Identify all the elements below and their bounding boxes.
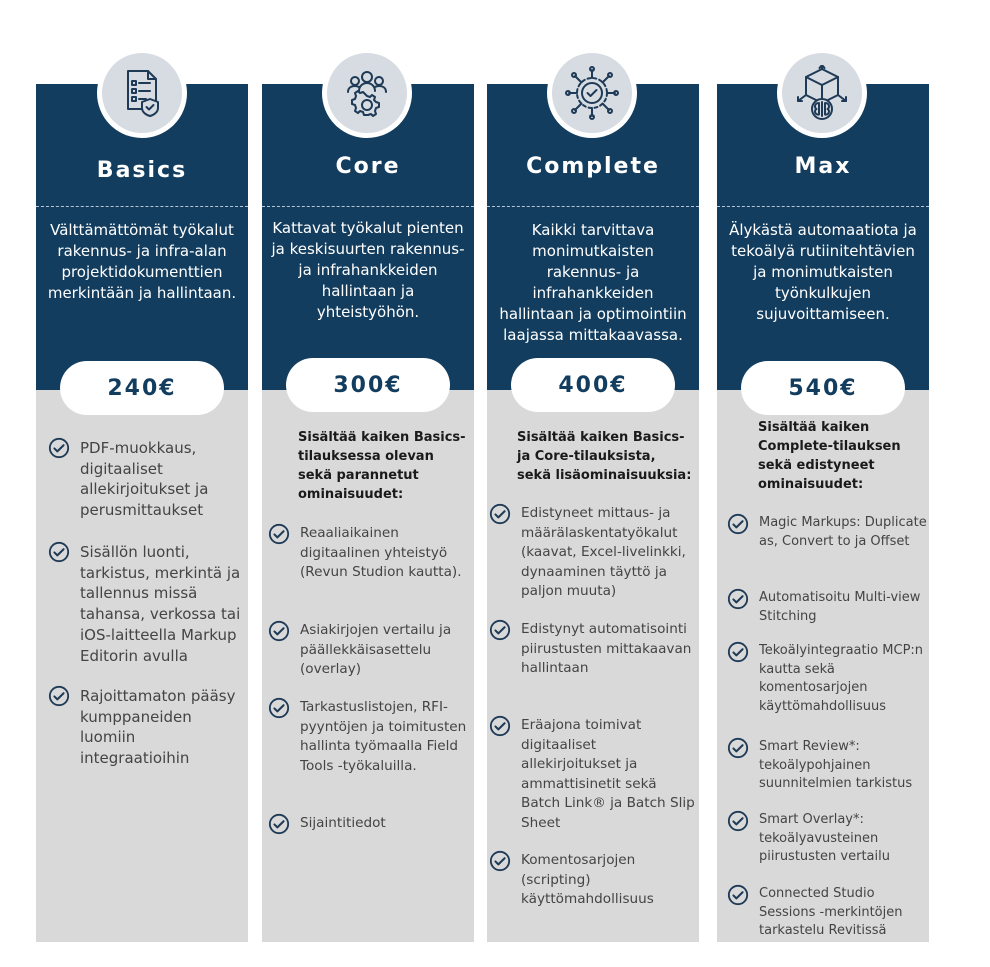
feature-item (727, 738, 929, 794)
feature-item (727, 642, 929, 716)
plan-card-basics (36, 84, 248, 942)
check-circle-icon (727, 737, 749, 759)
feature-text: Komentosarjojen (scripting) käyttömahdollisuus (521, 852, 654, 908)
divider (487, 206, 699, 207)
feature-text: Magic Markups: Duplicate as, Convert to ja Offset (759, 515, 927, 549)
plan-intro: Sisältää kaiken Basics- ja Core-tilauksista, sekä lisäominaisuuksia: (517, 430, 692, 483)
feature-item (727, 514, 929, 551)
plan-description: Kaikki tarvittava monimutkaisten rakennus- ja infrahankkeiden hallintaan ja optimointiin laajassa mittakaavassa. (499, 221, 687, 344)
check-circle-icon (48, 685, 70, 707)
ai-cube-icon (777, 48, 867, 138)
plan-title: Max (794, 154, 852, 179)
check-circle-icon (489, 619, 511, 641)
feature-text: Connected Studio Sessions -merkintöjen tarkastelu Revitissä (759, 886, 903, 939)
feature-text: Edistyneet mittaus- ja määrälaskentatyökalut (kaavat, Excel-livelinkki, dynaaminen täyttö ja paljon muuta) (521, 505, 686, 600)
check-circle-icon (727, 884, 749, 906)
feature-text: Asiakirjojen vertailu ja päällekkäisasettelu (overlay) (300, 622, 452, 678)
feature-text: Sijaintitiedot (300, 815, 386, 831)
plan-description: Älykästä automaatiota ja tekoälyä rutiinitehtävien ja monimutkaisten työnkulkujen sujuvoittamiseen. (729, 221, 917, 323)
feature-text: Automatisoitu Multi-view Stitching (759, 590, 921, 624)
plan-card-max (717, 84, 929, 942)
plan-title: Basics (96, 158, 188, 183)
network-check-icon (547, 48, 637, 138)
feature-text: Edistynyt automatisointi piirustusten mittakaavan hallintaan (521, 621, 692, 677)
check-circle-icon (489, 715, 511, 737)
feature-item (268, 524, 470, 583)
check-circle-icon (268, 523, 290, 545)
feature-item (268, 621, 470, 680)
plan-title: Complete (526, 154, 660, 179)
feature-item (48, 542, 244, 666)
price-badge: 300€ (286, 358, 450, 412)
plan-intro: Sisältää kaiken Basics-tilauksessa olevan sekä parannetut ominaisuudet: (298, 430, 466, 502)
team-gear-icon (322, 48, 412, 138)
feature-item (489, 620, 697, 679)
feature-text: PDF-muokkaus, digitaaliset allekirjoitukset ja perusmittaukset (80, 439, 209, 520)
feature-item (268, 698, 470, 776)
feature-item (48, 438, 244, 521)
feature-text: Reaaliaikainen digitaalinen yhteistyö (Revun Studion kautta). (300, 525, 462, 581)
check-circle-icon (268, 813, 290, 835)
price-badge: 540€ (741, 361, 905, 415)
check-circle-icon (268, 620, 290, 642)
price-badge: 240€ (60, 361, 224, 415)
divider (36, 206, 248, 207)
plan-card-core (262, 84, 474, 942)
check-circle-icon (727, 810, 749, 832)
feature-item (727, 811, 929, 867)
check-circle-icon (727, 588, 749, 610)
feature-text: Rajoittamaton pääsy kumppaneiden luomiin integraatioihin (80, 687, 236, 768)
check-circle-icon (489, 850, 511, 872)
plan-intro: Sisältää kaiken Complete-tilauksen sekä edistyneet ominaisuudet: (758, 420, 901, 492)
check-circle-icon (48, 437, 70, 459)
check-circle-icon (268, 697, 290, 719)
plan-card-complete (487, 84, 699, 942)
feature-item (489, 851, 697, 910)
divider (717, 206, 929, 207)
feature-text: Tekoälyintegraatio MCP:n kautta sekä komentosarjojen käyttömahdollisuus (759, 643, 924, 714)
check-circle-icon (727, 513, 749, 535)
feature-item (727, 589, 929, 626)
feature-item (48, 686, 244, 769)
check-circle-icon (727, 641, 749, 663)
feature-text: Tarkastuslistojen, RFI-pyyntöjen ja toimitusten hallinta työmaalla Field Tools -työkaluilla. (300, 699, 467, 774)
feature-text: Eräajona toimivat digitaaliset allekirjoitukset ja ammattisinetit sekä Batch Link® ja Batch Slip Sheet (521, 717, 695, 831)
feature-text: Smart Review*: tekoälypohjainen suunnitelmien tarkistus (759, 739, 913, 792)
feature-text: Sisällön luonti, tarkistus, merkintä ja tallennus missä tahansa, verkossa tai iOS-laitteella Markup Editorin avulla (80, 543, 241, 665)
plan-title: Core (335, 154, 401, 179)
check-circle-icon (48, 541, 70, 563)
feature-item (489, 504, 697, 602)
feature-text: Smart Overlay*: tekoälyavusteinen piirustusten vertailu (759, 812, 890, 865)
check-circle-icon (489, 503, 511, 525)
plan-description: Kattavat työkalut pienten ja keskisuurten rakennus- ja infrahankkeiden hallintaan ja yhteistyöhön. (271, 219, 465, 321)
document-checklist-icon (97, 48, 187, 138)
feature-item (727, 885, 929, 941)
divider (262, 206, 474, 207)
feature-item (268, 814, 470, 835)
price-badge: 400€ (511, 358, 675, 412)
plan-description: Välttämättömät työkalut rakennus- ja infra-alan projektidokumenttien merkintään ja hallintaan. (47, 221, 237, 302)
feature-item (489, 716, 697, 834)
